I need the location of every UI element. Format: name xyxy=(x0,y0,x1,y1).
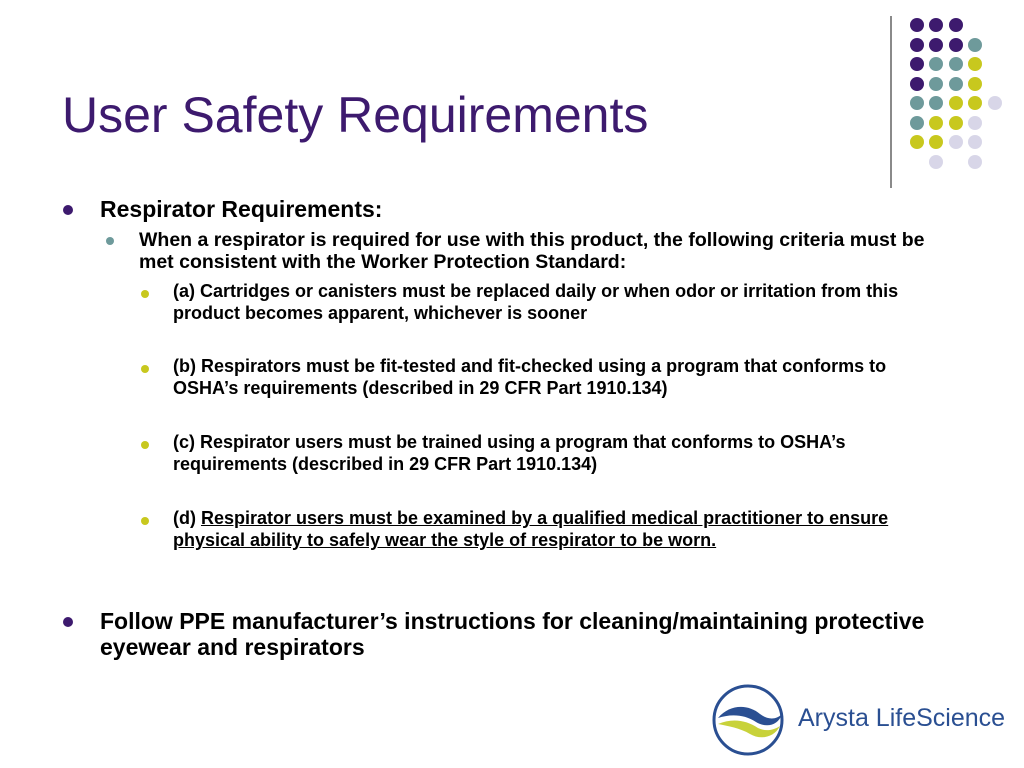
decor-dot xyxy=(929,77,943,91)
decor-dot xyxy=(910,57,924,71)
bullet-marker xyxy=(106,237,114,245)
bullet-item-b: (b) Respirators must be fit-tested and fit-checked using a program that conforms to OSHA’s requirements (described in 29 CFR Part 1910.134) xyxy=(173,356,887,398)
decor-dot xyxy=(968,155,982,169)
bullet-item-a: (a) Cartridges or canisters must be replaced daily or when odor or irritation from this product becomes apparent, whichever is sooner xyxy=(173,281,899,323)
decor-divider-line xyxy=(890,16,892,188)
decor-dot xyxy=(949,57,963,71)
bullet-marker xyxy=(63,617,73,627)
bullet-item-d xyxy=(173,507,953,551)
decor-dot xyxy=(929,116,943,130)
decor-dot xyxy=(968,57,982,71)
bullet-item-c: (c) Respirator users must be trained using a program that conforms to OSHA’s requirements (described in 29 CFR Part 1910.134) xyxy=(173,432,846,474)
bullet-follow-ppe: Follow PPE manufacturer’s instructions for cleaning/maintaining protective eyewear and respirators xyxy=(100,608,925,660)
decor-dot xyxy=(968,96,982,110)
decor-dot xyxy=(929,38,943,52)
decor-dot xyxy=(929,155,943,169)
bullet-respirator-criteria: When a respirator is required for use with this product, the following criteria must be met consistent with the Worker Protection Standard: xyxy=(139,229,925,273)
decor-dot xyxy=(968,116,982,130)
bullet-marker xyxy=(141,290,149,298)
decor-dot xyxy=(949,96,963,110)
decor-dot xyxy=(929,18,943,32)
decor-dot xyxy=(929,96,943,110)
logo-text: Arysta LifeScience xyxy=(798,704,1006,732)
bullet-marker xyxy=(141,365,149,373)
bullet-item-d-prefix: (d) xyxy=(173,508,201,528)
decor-dot xyxy=(910,18,924,32)
bullet-marker xyxy=(141,517,149,525)
bullet-marker xyxy=(63,205,73,215)
decor-dot xyxy=(910,135,924,149)
bullet-marker xyxy=(141,441,149,449)
decor-dot xyxy=(910,116,924,130)
arysta-logo xyxy=(710,684,1010,760)
decor-dot xyxy=(949,77,963,91)
decor-dot xyxy=(968,77,982,91)
decor-dot xyxy=(949,116,963,130)
decor-dot xyxy=(929,57,943,71)
decor-dot xyxy=(949,135,963,149)
slide-title: User Safety Requirements xyxy=(62,87,649,143)
decor-dot xyxy=(968,135,982,149)
decor-dot xyxy=(910,77,924,91)
decor-dot-grid xyxy=(900,10,1020,170)
bullet-item-d-underlined: Respirator users must be examined by a qualified medical practitioner to ensure physical ability to safely wear the style of respirator to be worn. xyxy=(173,508,889,550)
decor-dot xyxy=(949,18,963,32)
decor-dot xyxy=(949,38,963,52)
decor-dot xyxy=(968,38,982,52)
decor-dot xyxy=(910,96,924,110)
bullet-respirator-requirements: Respirator Requirements: xyxy=(100,196,383,222)
decor-dot xyxy=(988,96,1002,110)
decor-dot xyxy=(910,38,924,52)
logo-wave-icon xyxy=(710,684,790,760)
decor-dot xyxy=(929,135,943,149)
